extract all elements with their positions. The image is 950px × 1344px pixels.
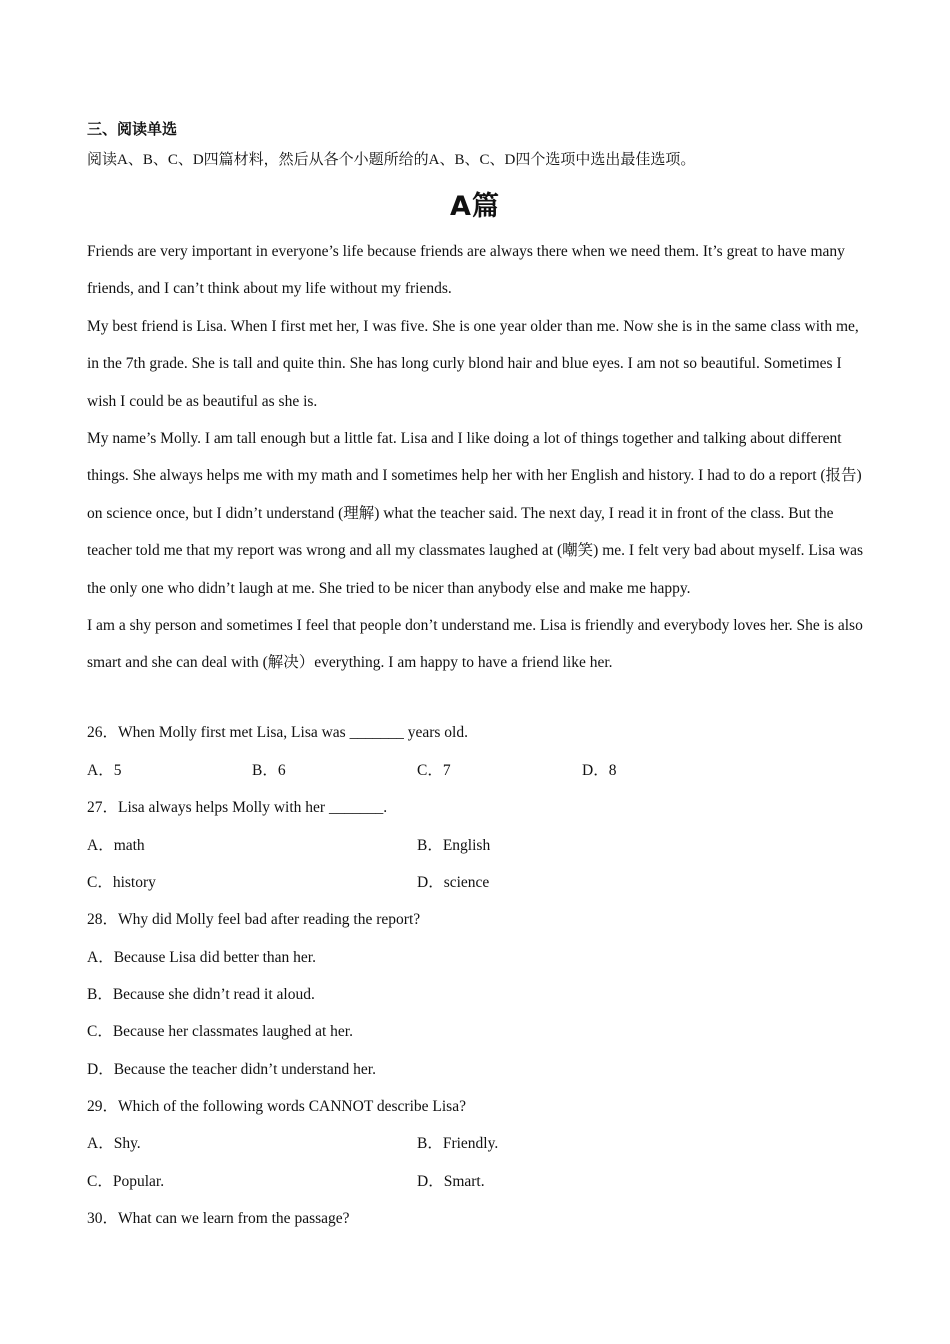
- question-30: 30．What can we learn from the passage?: [87, 1210, 350, 1227]
- q26-option-c: C．7: [417, 762, 451, 779]
- passage-paragraph: My name’s Molly. I am tall enough but a little fat. Lisa and I like doing a lot of things together and talking about different things. She always helps me with my math and I sometimes help her with her English and history. I had to do a report (报告) on science once, but I didn’t understand (理解) what the teacher said. The next day, I read it in front of the class. But the teacher told me that my report was wrong and all my classmates laughed at (嘲笑) me. I felt very bad about myself. Lisa was the only one who didn’t laugh at me. She tried to be nicer than anybody else and make me happy.: [87, 430, 864, 597]
- q29-option-c: C．Popular.: [87, 1173, 165, 1190]
- passage-title: A篇: [450, 191, 500, 222]
- q28-option-c: C．Because her classmates laughed at her.: [87, 1023, 353, 1040]
- passage-body: [87, 233, 867, 682]
- q27-option-b: B．English: [417, 837, 491, 854]
- q29-option-b: B．Friendly.: [417, 1135, 499, 1152]
- q28-option-b: B．Because she didn’t read it aloud.: [87, 986, 315, 1003]
- q26-option-b: B．6: [252, 762, 286, 779]
- q28-option-d: D．Because the teacher didn’t understand her.: [87, 1061, 376, 1078]
- q27-option-c: C．history: [87, 874, 156, 891]
- q29-option-a: A．Shy.: [87, 1135, 141, 1152]
- passage-paragraph: My best friend is Lisa. When I first met her, I was five. She is one year older than me. Now she is in the same class with me, in the 7th grade. She is tall and quite thin. She has long curly blond hair and blue eyes. I am not so beautiful. Sometimes I wish I could be as beautiful as she is.: [87, 317, 859, 410]
- section-title: 三、阅读单选: [87, 122, 178, 138]
- passage-paragraph: I am a shy person and sometimes I feel that people don’t understand me. Lisa is friendly and everybody loves her. She is also smart and she can deal with (解决）everything. I am happy to have a friend like her.: [87, 617, 863, 672]
- question-26: 26．When Molly first met Lisa, Lisa was _______ years old.: [87, 724, 468, 741]
- passage-paragraph: Friends are very important in everyone’s life because friends are always there when we need them. It’s great to have many friends, and I can’t think about my life without my friends.: [87, 243, 845, 298]
- question-29: 29．Which of the following words CANNOT describe Lisa?: [87, 1098, 466, 1115]
- q27-option-d: D．science: [417, 874, 490, 891]
- question-27: 27．Lisa always helps Molly with her _______.: [87, 799, 388, 816]
- question-28: 28．Why did Molly feel bad after reading the report?: [87, 911, 421, 928]
- q29-option-d: D．Smart.: [417, 1173, 485, 1190]
- q26-option-d: D．8: [582, 762, 617, 779]
- instruction-text: 阅读A、B、C、D四篇材料，然后从各个小题所给的A、B、C、D四个选项中选出最佳选项。: [87, 152, 696, 168]
- q26-option-a: A．5: [87, 762, 122, 779]
- q27-option-a: A．math: [87, 837, 145, 854]
- q28-option-a: A．Because Lisa did better than her.: [87, 949, 316, 966]
